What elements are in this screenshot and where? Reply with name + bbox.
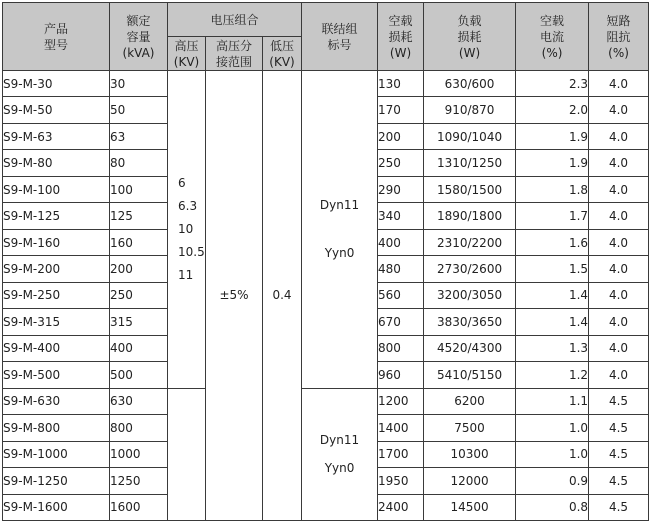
- cell-load-loss: 2310/2200: [424, 229, 516, 255]
- cell-impedance: 4.0: [589, 229, 649, 255]
- cell-noload-loss: 1950: [378, 468, 424, 494]
- cell-connection-group-2: [302, 388, 378, 520]
- cell-capacity: 315: [110, 309, 168, 335]
- cell-noload-loss: 1700: [378, 441, 424, 467]
- cell-impedance: 4.5: [589, 468, 649, 494]
- cell-noload-loss: 250: [378, 150, 424, 176]
- cell-load-loss: 2730/2600: [424, 256, 516, 282]
- hv-value: 11: [178, 267, 194, 282]
- cell-load-loss: 4520/4300: [424, 335, 516, 361]
- cell-model: S9-M-400: [3, 335, 110, 361]
- cell-load-loss: 910/870: [424, 97, 516, 123]
- cell-noload-current: 1.5: [516, 256, 589, 282]
- cell-load-loss: 3200/3050: [424, 282, 516, 308]
- cell-hv-values: [168, 71, 206, 389]
- cell-capacity: 160: [110, 229, 168, 255]
- header-impedance: 短路 阻抗 (%): [589, 3, 649, 71]
- cell-noload-loss: 290: [378, 176, 424, 202]
- table-body: [3, 71, 649, 521]
- transformer-spec-table: [2, 2, 649, 521]
- table-row: [3, 71, 649, 97]
- cell-noload-loss: 670: [378, 309, 424, 335]
- cell-load-loss: 1310/1250: [424, 150, 516, 176]
- cell-model: S9-M-160: [3, 229, 110, 255]
- cell-load-loss: 3830/3650: [424, 309, 516, 335]
- cell-noload-current: 1.4: [516, 309, 589, 335]
- cell-capacity: 500: [110, 362, 168, 388]
- cell-tap-range: ±5%: [206, 71, 263, 521]
- cell-impedance: 4.5: [589, 494, 649, 520]
- cell-load-loss: 7500: [424, 415, 516, 441]
- cell-capacity: 250: [110, 282, 168, 308]
- connection-label: Dyn11: [319, 433, 360, 448]
- cell-impedance: 4.0: [589, 123, 649, 149]
- cell-noload-current: 1.2: [516, 362, 589, 388]
- cell-noload-loss: 130: [378, 71, 424, 97]
- connection-label: Dyn11: [319, 198, 360, 213]
- cell-impedance: 4.0: [589, 362, 649, 388]
- cell-noload-loss: 800: [378, 335, 424, 361]
- cell-capacity: 400: [110, 335, 168, 361]
- cell-capacity: 30: [110, 71, 168, 97]
- cell-noload-current: 2.3: [516, 71, 589, 97]
- cell-noload-current: 1.0: [516, 441, 589, 467]
- cell-model: S9-M-630: [3, 388, 110, 414]
- header-noload-loss: 空载 损耗 (W): [378, 3, 424, 71]
- cell-model: S9-M-500: [3, 362, 110, 388]
- cell-impedance: 4.0: [589, 150, 649, 176]
- cell-hv-blank: [168, 388, 206, 520]
- cell-noload-loss: 170: [378, 97, 424, 123]
- cell-model: S9-M-50: [3, 97, 110, 123]
- connection-label: Yyn0: [324, 461, 355, 476]
- cell-impedance: 4.5: [589, 441, 649, 467]
- cell-capacity: 1000: [110, 441, 168, 467]
- cell-model: S9-M-800: [3, 415, 110, 441]
- cell-model: S9-M-1250: [3, 468, 110, 494]
- cell-capacity: 80: [110, 150, 168, 176]
- cell-noload-loss: 2400: [378, 494, 424, 520]
- cell-noload-current: 1.1: [516, 388, 589, 414]
- cell-model: S9-M-250: [3, 282, 110, 308]
- cell-impedance: 4.5: [589, 415, 649, 441]
- hv-value: 6: [178, 175, 186, 190]
- cell-noload-current: 1.0: [516, 415, 589, 441]
- cell-impedance: 4.0: [589, 203, 649, 229]
- cell-capacity: 63: [110, 123, 168, 149]
- cell-model: S9-M-63: [3, 123, 110, 149]
- cell-noload-current: 1.3: [516, 335, 589, 361]
- cell-noload-current: 1.7: [516, 203, 589, 229]
- header-voltage-group: 电压组合: [168, 3, 302, 37]
- cell-noload-loss: 560: [378, 282, 424, 308]
- cell-model: S9-M-30: [3, 71, 110, 97]
- cell-model: S9-M-200: [3, 256, 110, 282]
- cell-capacity: 1600: [110, 494, 168, 520]
- cell-model: S9-M-1000: [3, 441, 110, 467]
- hv-value: 10: [178, 221, 194, 236]
- cell-noload-current: 1.9: [516, 123, 589, 149]
- cell-impedance: 4.0: [589, 176, 649, 202]
- cell-impedance: 4.5: [589, 388, 649, 414]
- cell-noload-loss: 340: [378, 203, 424, 229]
- cell-model: S9-M-80: [3, 150, 110, 176]
- table-row: [3, 388, 649, 414]
- cell-noload-current: 1.9: [516, 150, 589, 176]
- cell-load-loss: 12000: [424, 468, 516, 494]
- cell-noload-current: 1.8: [516, 176, 589, 202]
- header-capacity: 额定 容量 (kVA): [110, 3, 168, 71]
- cell-load-loss: 6200: [424, 388, 516, 414]
- cell-load-loss: 10300: [424, 441, 516, 467]
- cell-model: S9-M-315: [3, 309, 110, 335]
- cell-load-loss: 1090/1040: [424, 123, 516, 149]
- cell-noload-loss: 400: [378, 229, 424, 255]
- cell-impedance: 4.0: [589, 71, 649, 97]
- cell-capacity: 100: [110, 176, 168, 202]
- cell-capacity: 630: [110, 388, 168, 414]
- cell-capacity: 800: [110, 415, 168, 441]
- hv-value: 6.3: [178, 198, 198, 213]
- cell-capacity: 1250: [110, 468, 168, 494]
- header-tap-range: 高压分 接范围: [206, 37, 263, 71]
- cell-noload-current: 2.0: [516, 97, 589, 123]
- cell-model: S9-M-100: [3, 176, 110, 202]
- cell-noload-loss: 1200: [378, 388, 424, 414]
- cell-lv-value: 0.4: [263, 71, 302, 521]
- cell-impedance: 4.0: [589, 309, 649, 335]
- cell-capacity: 50: [110, 97, 168, 123]
- cell-load-loss: 630/600: [424, 71, 516, 97]
- cell-impedance: 4.0: [589, 256, 649, 282]
- cell-noload-current: 1.6: [516, 229, 589, 255]
- header-hv: 高压 (KV): [168, 37, 206, 71]
- header-lv: 低压 (KV): [263, 37, 302, 71]
- cell-capacity: 125: [110, 203, 168, 229]
- cell-model: S9-M-1600: [3, 494, 110, 520]
- cell-noload-current: 0.8: [516, 494, 589, 520]
- cell-load-loss: 1890/1800: [424, 203, 516, 229]
- header-connection: 联结组 标号: [302, 3, 378, 71]
- cell-noload-current: 0.9: [516, 468, 589, 494]
- cell-noload-current: 1.4: [516, 282, 589, 308]
- hv-value: 10.5: [178, 244, 205, 259]
- header-noload-current: 空载 电流 (%): [516, 3, 589, 71]
- cell-load-loss: 5410/5150: [424, 362, 516, 388]
- header-load-loss: 负载 损耗 (W): [424, 3, 516, 71]
- connection-label: Yyn0: [324, 246, 355, 261]
- cell-model: S9-M-125: [3, 203, 110, 229]
- cell-impedance: 4.0: [589, 335, 649, 361]
- cell-impedance: 4.0: [589, 282, 649, 308]
- header-model: 产品 型号: [3, 3, 110, 71]
- cell-noload-loss: 960: [378, 362, 424, 388]
- cell-impedance: 4.0: [589, 97, 649, 123]
- cell-load-loss: 14500: [424, 494, 516, 520]
- cell-load-loss: 1580/1500: [424, 176, 516, 202]
- cell-noload-loss: 1400: [378, 415, 424, 441]
- cell-noload-loss: 480: [378, 256, 424, 282]
- cell-capacity: 200: [110, 256, 168, 282]
- cell-noload-loss: 200: [378, 123, 424, 149]
- cell-connection-group-1: [302, 71, 378, 389]
